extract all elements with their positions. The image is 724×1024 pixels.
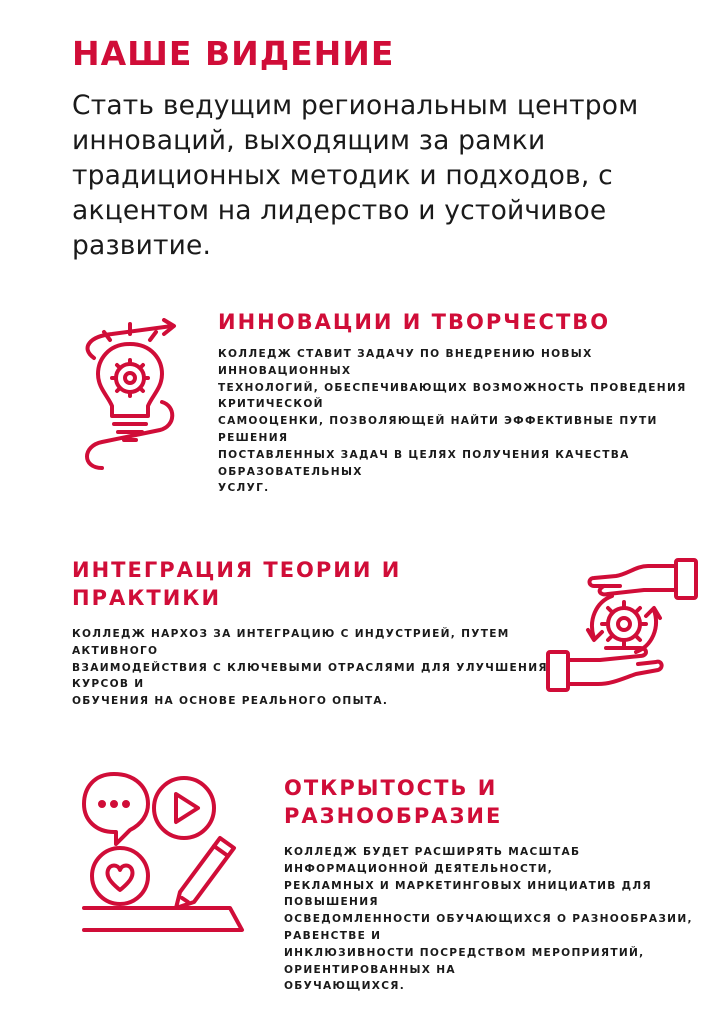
section-title-openness: [284, 774, 502, 830]
page-title: НАШЕ ВИДЕНИЕ: [72, 34, 395, 73]
body-line: ОСВЕДОМЛЕННОСТИ ОБУЧАЮЩИХСЯ О РАЗНООБРАЗИИ,: [284, 913, 693, 926]
hands-gear-icon: [544, 556, 704, 696]
body-line: РАВЕНСТВЕ И: [284, 929, 382, 942]
body-line: УСЛУГ.: [218, 482, 270, 495]
section-body-openness: [284, 844, 693, 995]
body-line: ИНФОРМАЦИОННОЙ ДЕЯТЕЛЬНОСТИ,: [284, 862, 554, 875]
body-line: РЕШЕНИЯ: [218, 431, 289, 444]
section-body-innovation: [218, 346, 687, 497]
body-line: КОЛЛЕДЖ НАРХОЗ ЗА ИНТЕГРАЦИЮ С ИНДУСТРИЕЙ, ПУТЕМ: [72, 628, 510, 640]
body-line: КОЛЛЕДЖ СТАВИТ ЗАДАЧУ ПО ВНЕДРЕНИЮ НОВЫХ: [218, 348, 593, 360]
section-body-integration: [72, 626, 548, 710]
body-line: ПОСТАВЛЕННЫХ ЗАДАЧ В ЦЕЛЯХ ПОЛУЧЕНИЯ КАЧЕСТВА: [218, 448, 630, 461]
body-line: КОЛЛЕДЖ БУДЕТ РАСШИРЯТЬ МАСШТАБ: [284, 846, 581, 858]
body-line: ИННОВАЦИОННЫХ: [218, 364, 352, 377]
section-title-line: ИНТЕГРАЦИЯ ТЕОРИИ И: [72, 558, 402, 582]
lightbulb-gear-icon: [72, 318, 184, 470]
vision-statement: Стать ведущим региональным центром инноваций, выходящим за рамки традиционных методик и подходов, с акцентом на лидерство и устойчивое развитие.: [72, 90, 639, 261]
social-media-icon: [80, 766, 250, 934]
section-title-line: РАЗНООБРАЗИЕ: [284, 804, 503, 828]
body-line: ОБРАЗОВАТЕЛЬНЫХ: [218, 465, 363, 478]
body-line: САМООЦЕНКИ, ПОЗВОЛЯЮЩЕЙ НАЙТИ ЭФФЕКТИВНЫЕ ПУТИ: [218, 415, 658, 428]
body-line: КУРСОВ И: [72, 678, 145, 691]
body-line: КРИТИЧЕСКОЙ: [218, 398, 324, 411]
body-line: ТЕХНОЛОГИЙ, ОБЕСПЕЧИВАЮЩИХ ВОЗМОЖНОСТЬ ПРОВЕДЕНИЯ: [218, 381, 687, 394]
body-line: ОБУЧЕНИЯ НА ОСНОВЕ РЕАЛЬНОГО ОПЫТА.: [72, 695, 389, 708]
body-line: РЕКЛАМНЫХ И МАРКЕТИНГОВЫХ ИНИЦИАТИВ ДЛЯ: [284, 879, 652, 892]
section-title-integration: [72, 556, 401, 612]
body-line: АКТИВНОГО: [72, 644, 159, 657]
body-line: ВЗАИМОДЕЙСТВИЯ С КЛЮЧЕВЫМИ ОТРАСЛЯМИ ДЛЯ УЛУЧШЕНИЯ: [72, 661, 548, 674]
body-line: ПОВЫШЕНИЯ: [284, 896, 379, 909]
section-title-line: ПРАКТИКИ: [72, 586, 222, 610]
body-line: ИНКЛЮЗИВНОСТИ ПОСРЕДСТВОМ МЕРОПРИЯТИЙ,: [284, 946, 645, 959]
section-title-innovation: ИННОВАЦИИ И ТВОРЧЕСТВО: [218, 310, 611, 334]
body-line: ОРИЕНТИРОВАННЫХ НА: [284, 963, 456, 976]
body-line: ОБУЧАЮЩИХСЯ.: [284, 980, 406, 993]
section-title-line: ОТКРЫТОСТЬ И: [284, 776, 498, 800]
